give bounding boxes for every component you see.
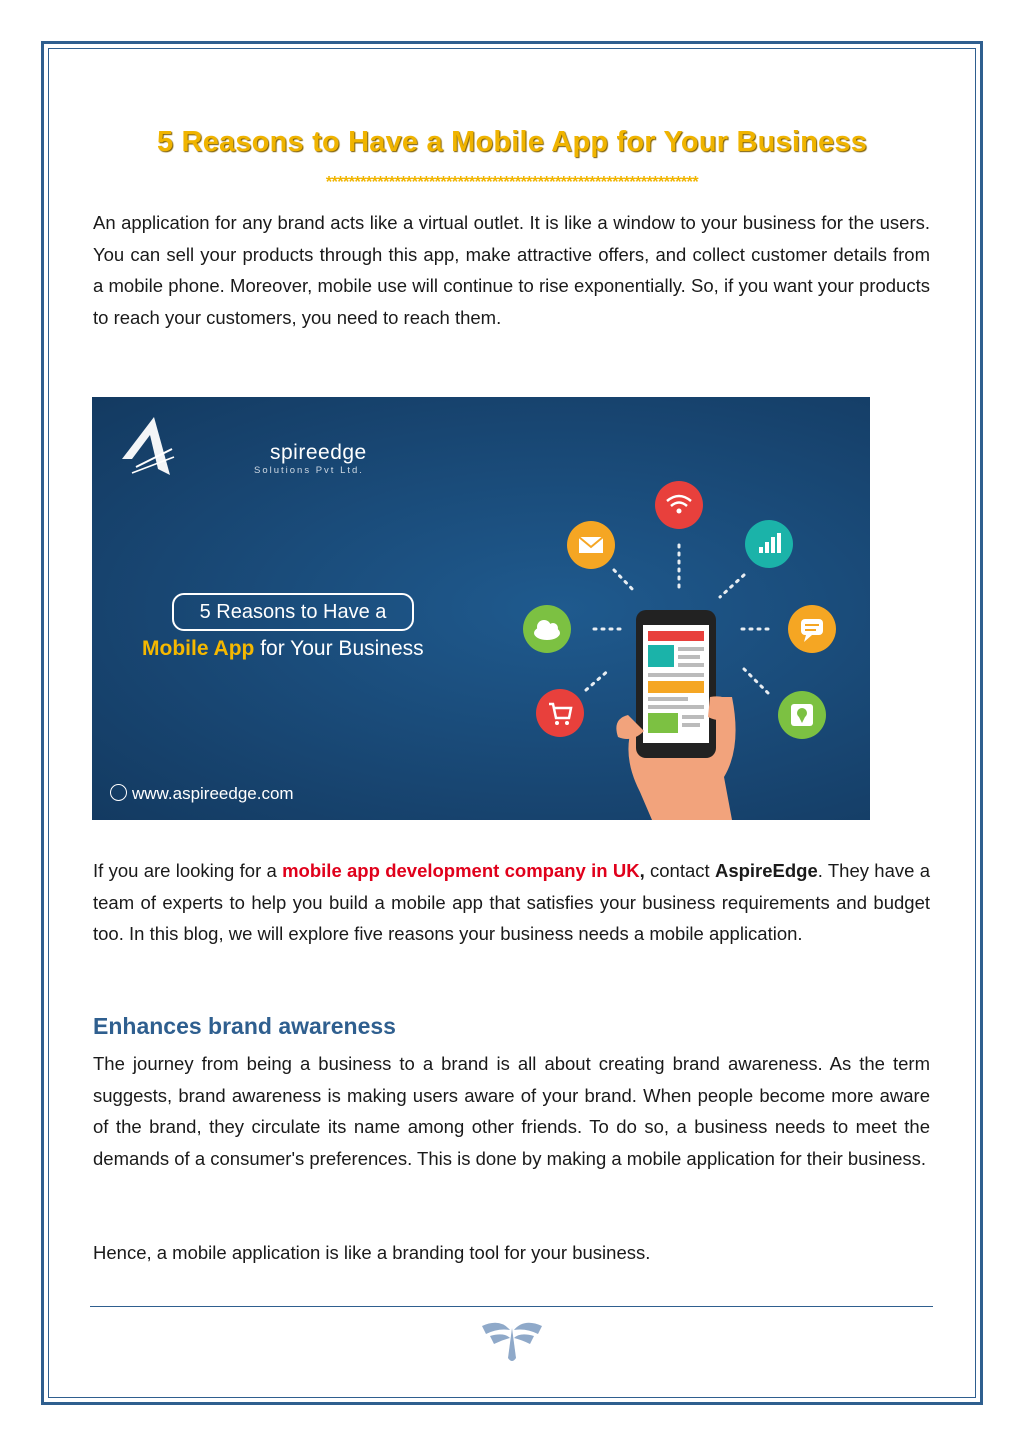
banner-image bbox=[92, 397, 870, 820]
banner-logo-subtitle: Solutions Pvt Ltd. bbox=[254, 465, 364, 476]
p2-comma: , bbox=[639, 860, 645, 881]
phone-icon bbox=[616, 610, 735, 820]
wifi-icon bbox=[655, 481, 703, 529]
aspireedge-logo-icon bbox=[122, 417, 174, 475]
banner-headline-line2 bbox=[142, 637, 424, 661]
banner-logo-name: spireedge bbox=[270, 441, 367, 464]
intro-company-paragraph bbox=[93, 855, 930, 950]
chat-icon bbox=[788, 605, 836, 653]
banner-website-text: www.aspireedge.com bbox=[132, 784, 294, 803]
page-title: 5 Reasons to Have a Mobile App for Your Business bbox=[156, 126, 868, 158]
brand-name: AspireEdge bbox=[714, 860, 818, 881]
footer-logo-icon bbox=[480, 1318, 544, 1366]
mail-icon bbox=[567, 521, 615, 569]
cart-icon bbox=[536, 689, 584, 737]
p2-after: . They have a team of experts to help you build a mobile app that satisfies your business requirements and budget too. In this blog, we will explore five reasons your business needs a mobile application. bbox=[93, 860, 930, 944]
banner-website bbox=[110, 784, 294, 804]
map-icon bbox=[778, 691, 826, 739]
p2-middle: contact bbox=[644, 860, 715, 881]
banner-headline-pill: 5 Reasons to Have a bbox=[172, 593, 414, 631]
footer-divider bbox=[90, 1306, 933, 1307]
chart-icon bbox=[745, 520, 793, 568]
section-closing: Hence, a mobile application is like a branding tool for your business. bbox=[93, 1242, 651, 1263]
banner-line2-rest: for Your Business bbox=[254, 637, 424, 660]
cloud-icon bbox=[523, 605, 571, 653]
company-link[interactable]: mobile app development company in UK bbox=[282, 860, 640, 881]
p2-before: If you are looking for a bbox=[93, 860, 283, 881]
intro-paragraph: An application for any brand acts like a virtual outlet. It is like a window to your business for the users. You can sell your products through this app, make attractive offers, and collect customer details from a mobile phone. Moreover, mobile use will continue to rise exponentially. So, if you want your products to reach your customers, you need to reach them. bbox=[93, 212, 930, 328]
globe-icon bbox=[110, 784, 127, 801]
section-body: The journey from being a business to a brand is all about creating brand awareness. As the term suggests, brand awareness is making users aware of your brand. When people become more aware of the brand, they circulate its name among other friends. To do so, a business needs to meet the demands of a consumer's preferences. This is done by making a mobile application for their business. bbox=[93, 1053, 930, 1169]
banner-highlight: Mobile App bbox=[142, 637, 255, 660]
section-heading: Enhances brand awareness bbox=[93, 1013, 396, 1039]
title-star-divider: ***************************************************************** bbox=[325, 174, 699, 191]
